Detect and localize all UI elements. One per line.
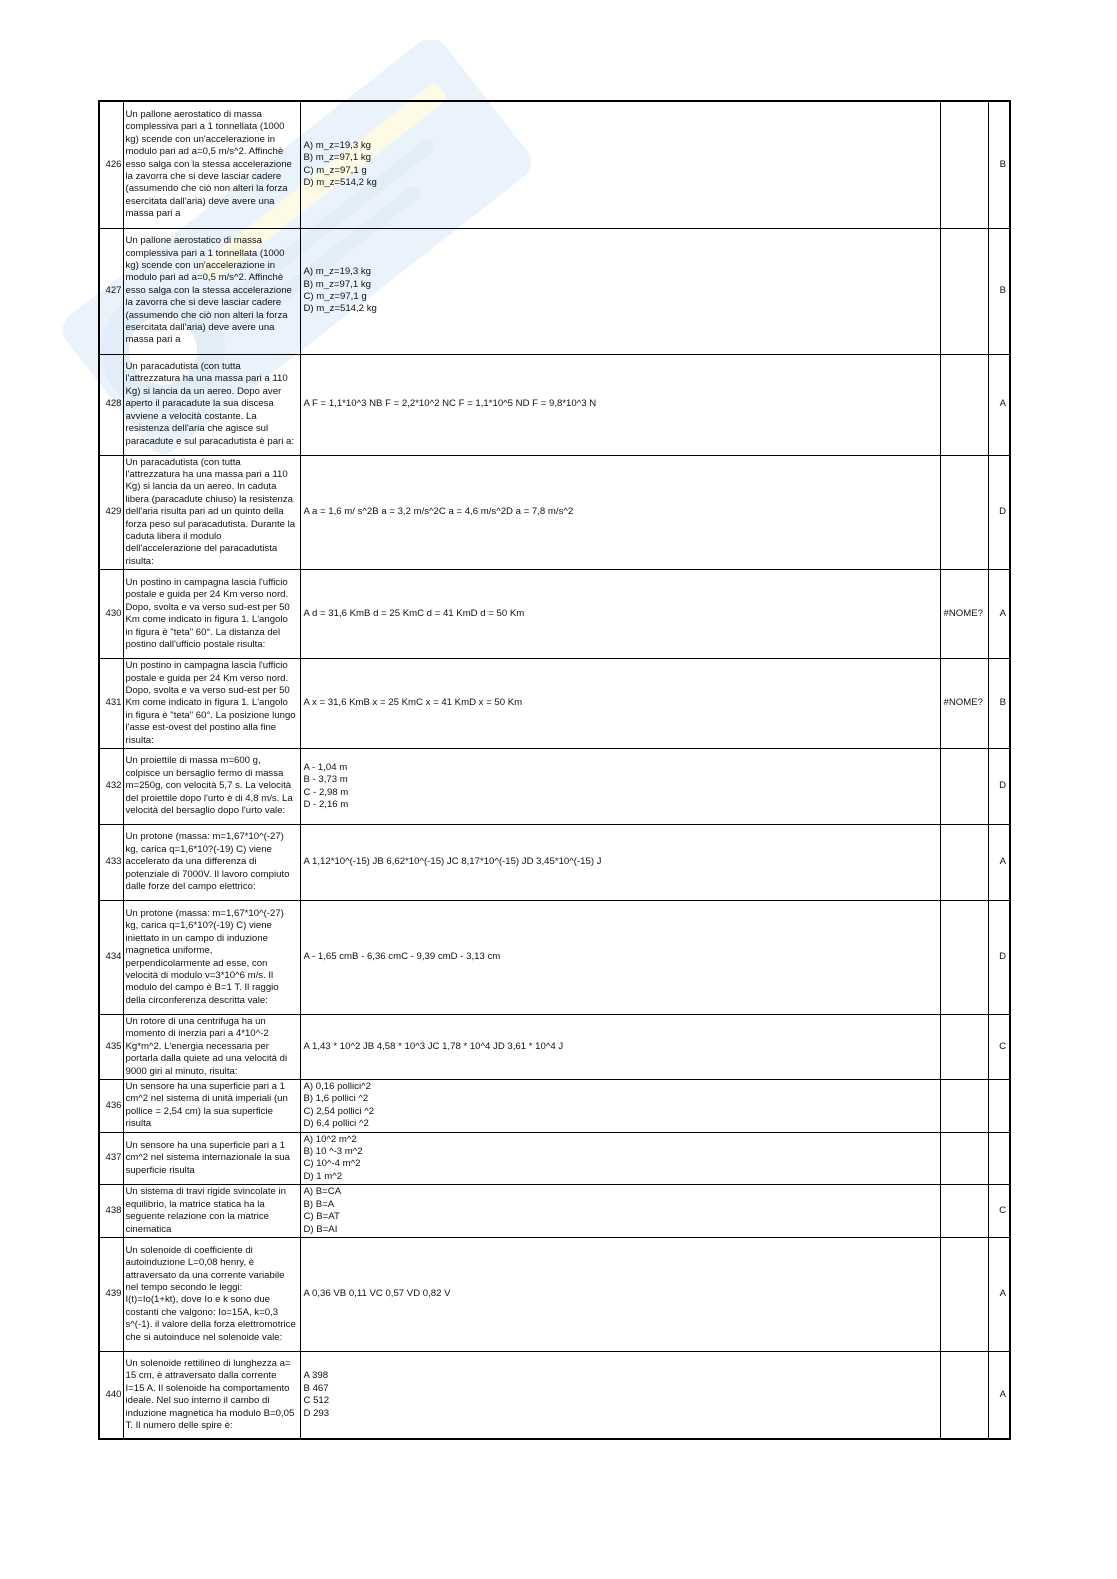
- extra-cell: [940, 1351, 988, 1439]
- questions-table: [98, 100, 1011, 1440]
- question-number: 430: [99, 570, 123, 659]
- extra-cell: [940, 354, 988, 455]
- question-number: 433: [99, 825, 123, 901]
- question-row: [99, 749, 1010, 825]
- answer-options: A 1,43 * 10^2 JB 4,58 * 10^3 JC 1,78 * 10^4 JD 3,61 * 10^4 J: [300, 1015, 940, 1080]
- answer-options: A) 0,16 pollici^2 B) 1,6 pollici ^2 C) 2,54 pollici ^2 D) 6,4 pollici ^2: [300, 1080, 940, 1133]
- correct-answer: A: [988, 1351, 1010, 1439]
- correct-answer: [988, 1132, 1010, 1185]
- question-number: 437: [99, 1132, 123, 1185]
- answer-options: A) 10^2 m^2 B) 10 ^-3 m^2 C) 10^-4 m^2 D) 1 m^2: [300, 1132, 940, 1185]
- question-number: 438: [99, 1185, 123, 1238]
- question-row: [99, 101, 1010, 228]
- question-text: Un sistema di travi rigide svincolate in equilibrio, la matrice statica ha la seguente relazione con la matrice cinematica: [123, 1185, 300, 1238]
- extra-cell: [940, 101, 988, 228]
- question-row: [99, 354, 1010, 455]
- answer-options: A) m_z=19,3 kg B) m_z=97,1 kg C) m_z=97,1 g D) m_z=514,2 kg: [300, 228, 940, 354]
- question-row: [99, 1015, 1010, 1080]
- question-text: Un pallone aerostatico di massa complessiva pari a 1 tonnellata (1000 kg) scende con un'accelerazione in modulo pari ad a=0,5 m/s^2. Affinchè esso salga con la stessa accelerazione la zavorra che si deve lasciar cadere (assumendo che ciò non alteri la forza esercitata dall'aria) deve avere una massa pari a: [123, 101, 300, 228]
- question-text: Un rotore di una centrifuga ha un momento di inerzia pari a 4*10^-2 Kg*m^2. L'energia necessaria per portarla dalla quiete ad una velocità di 9000 giri al minuto, risulta:: [123, 1015, 300, 1080]
- answer-options: A 0,36 VB 0,11 VC 0,57 VD 0,82 V: [300, 1237, 940, 1351]
- question-text: Un solenoide rettilineo di lunghezza a= 15 cm, è attraversato dalla corrente I=15 A. Il solenoide ha comportamento ideale. Nel suo interno il cambo di induzione magnetica ha modulo B=0,05 T. Il numero delle spire è:: [123, 1351, 300, 1439]
- question-number: 436: [99, 1080, 123, 1133]
- correct-answer: A: [988, 1237, 1010, 1351]
- question-text: Un protone (massa: m=1,67*10^(-27) kg, carica q=1,6*10?(-19) C) viene iniettato in un campo di induzione magnetica uniforme, perpendicolarmente ad esse, con velocità di modulo v=3*10^6 m/s. Il modulo del campo è B=1 T. Il raggio della circonferenza descritta vale:: [123, 901, 300, 1015]
- correct-answer: C: [988, 1015, 1010, 1080]
- question-number: 428: [99, 354, 123, 455]
- question-row: [99, 1132, 1010, 1185]
- question-row: [99, 228, 1010, 354]
- answer-options: A - 1,04 m B - 3,73 m C - 2,98 m D - 2,16 m: [300, 749, 940, 825]
- correct-answer: A: [988, 825, 1010, 901]
- extra-cell: [940, 1015, 988, 1080]
- answer-options: A a = 1,6 m/ s^2B a = 3,2 m/s^2C a = 4,6 m/s^2D a = 7,8 m/s^2: [300, 455, 940, 570]
- question-row: [99, 455, 1010, 570]
- extra-cell: [940, 1132, 988, 1185]
- question-text: Un sensore ha una superficie pari a 1 cm^2 nel sistema di unità imperiali (un pollice = 2,54 cm) la sua superficie risulta: [123, 1080, 300, 1133]
- question-text: Un postino in campagna lascia l'ufficio postale e guida per 24 Km verso nord. Dopo, svolta e va verso sud-est per 50 Km come indicato in figura 1. L'angolo in figura è "teta" 60°. La posizione lungo l'asse est-ovest del postino alla fine risulta:: [123, 659, 300, 749]
- answer-options: A x = 31,6 KmB x = 25 KmC x = 41 KmD x = 50 Km: [300, 659, 940, 749]
- question-row: [99, 825, 1010, 901]
- extra-cell: [940, 825, 988, 901]
- question-row: [99, 901, 1010, 1015]
- question-row: [99, 1351, 1010, 1439]
- correct-answer: A: [988, 354, 1010, 455]
- question-number: 431: [99, 659, 123, 749]
- answer-options: A) m_z=19,3 kg B) m_z=97,1 kg C) m_z=97,1 g D) m_z=514,2 kg: [300, 101, 940, 228]
- question-row: [99, 1185, 1010, 1238]
- question-number: 434: [99, 901, 123, 1015]
- correct-answer: [988, 1080, 1010, 1133]
- extra-cell: #NOME?: [940, 570, 988, 659]
- correct-answer: B: [988, 659, 1010, 749]
- answer-options: A 398 B 467 C 512 D 293: [300, 1351, 940, 1439]
- question-row: [99, 1080, 1010, 1133]
- question-number: 427: [99, 228, 123, 354]
- correct-answer: B: [988, 228, 1010, 354]
- question-text: Un pallone aerostatico di massa complessiva pari a 1 tonnellata (1000 kg) scende con un'accelerazione in modulo pari ad a=0,5 m/s^2. Affinchè esso salga con la stessa accelerazione la zavorra che si deve lasciar cadere (assumendo che ciò non alteri la forza esercitata dall'aria) deve avere una massa pari a: [123, 228, 300, 354]
- extra-cell: [940, 1237, 988, 1351]
- question-number: 426: [99, 101, 123, 228]
- question-number: 435: [99, 1015, 123, 1080]
- answer-options: A 1,12*10^(-15) JB 6,62*10^(-15) JC 8,17*10^(-15) JD 3,45*10^(-15) J: [300, 825, 940, 901]
- question-text: Un postino in campagna lascia l'ufficio postale e guida per 24 Km verso nord. Dopo, svolta e va verso sud-est per 50 Km come indicato in figura 1. L'angolo in figura è "teta" 60°. La distanza del postino dall'ufficio postale risulta:: [123, 570, 300, 659]
- question-number: 439: [99, 1237, 123, 1351]
- question-number: 429: [99, 455, 123, 570]
- correct-answer: A: [988, 570, 1010, 659]
- question-number: 440: [99, 1351, 123, 1439]
- extra-cell: [940, 455, 988, 570]
- question-row: [99, 570, 1010, 659]
- extra-cell: #NOME?: [940, 659, 988, 749]
- question-row: [99, 659, 1010, 749]
- question-sheet: [98, 100, 1009, 1440]
- extra-cell: [940, 901, 988, 1015]
- answer-options: A d = 31,6 KmB d = 25 KmC d = 41 KmD d = 50 Km: [300, 570, 940, 659]
- question-text: Un solenoide di coefficiente di autoinduzione L=0,08 henry, è attraversato da una corrente variabile nel tempo secondo le leggi: I(t)=Io(1+kt), dove Io e k sono due costanti che valgono: Io=15A, k=0,3 s^(-1). il valore della forza elettromotrice che si autoinduce nel solenoide vale:: [123, 1237, 300, 1351]
- question-text: Un sensore ha una superficie pari a 1 cm^2 nel sistema internazionale la sua superficie risulta: [123, 1132, 300, 1185]
- extra-cell: [940, 749, 988, 825]
- questions-table-body: [99, 101, 1010, 1439]
- extra-cell: [940, 228, 988, 354]
- question-text: Un paracadutista (con tutta l'attrezzatura ha una massa pari a 110 Kg) si lancia da un aereo. In caduta libera (paracadute chiuso) la resistenza dell'aria risulta pari ad un quinto della forza peso sul paracadutista. Durante la caduta libera il modulo dell'accelerazione del paracadutista risulta:: [123, 455, 300, 570]
- question-text: Un paracadutista (con tutta l'attrezzatura ha una massa pari a 110 Kg) si lancia da un aereo. Dopo aver aperto il paracadute la sua discesa avviene a velocità costante. La resistenza dell'aria che agisce sul paracadute e sul paracadutista è pari a:: [123, 354, 300, 455]
- extra-cell: [940, 1080, 988, 1133]
- correct-answer: C: [988, 1185, 1010, 1238]
- correct-answer: B: [988, 101, 1010, 228]
- correct-answer: D: [988, 901, 1010, 1015]
- answer-options: A - 1,65 cmB - 6,36 cmC - 9,39 cmD - 3,13 cm: [300, 901, 940, 1015]
- answer-options: A) B=CA B) B=A C) B=AT D) B=AI: [300, 1185, 940, 1238]
- question-text: Un proiettile di massa m=600 g, colpisce un bersaglio fermo di massa m=250g, con velocità 5,7 s. La velocità del proiettile dopo l'urto è di 4,8 m/s. La velocità del bersaglio dopo l'urto vale:: [123, 749, 300, 825]
- question-text: Un protone (massa: m=1,67*10^(-27) kg, carica q=1,6*10?(-19) C) viene accelerato da una differenza di potenziale di 7000V. Il lavoro compiuto dalle forze del campo elettrico:: [123, 825, 300, 901]
- question-number: 432: [99, 749, 123, 825]
- correct-answer: D: [988, 749, 1010, 825]
- extra-cell: [940, 1185, 988, 1238]
- correct-answer: D: [988, 455, 1010, 570]
- question-row: [99, 1237, 1010, 1351]
- answer-options: A F = 1,1*10^3 NB F = 2,2*10^2 NC F = 1,1*10^5 ND F = 9,8*10^3 N: [300, 354, 940, 455]
